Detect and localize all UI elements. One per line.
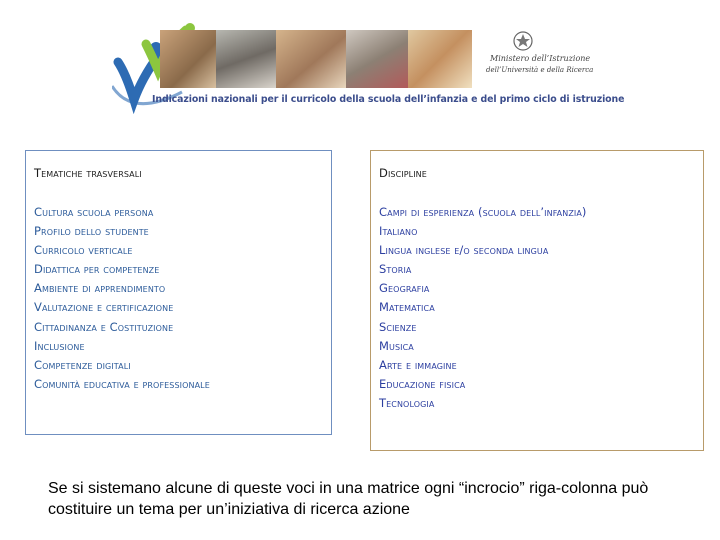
ministry-name-line2: dell’Università e della Ricerca: [486, 66, 594, 74]
list-item: Inclusione: [34, 338, 85, 353]
list-item: Tecnologia: [379, 395, 435, 410]
list-item: Competenze digitali: [34, 357, 131, 372]
list-item: Scienze: [379, 319, 417, 334]
cross-topics-heading: Tematiche trasversali: [34, 166, 142, 180]
list-item: Educazione fisica: [379, 376, 466, 391]
list-item: Cultura scuola persona: [34, 205, 154, 219]
bottom-note: Se si sistemano alcune di queste voci in una matrice ogni “incrocio” riga-colonna può costituire un tema per un’iniziativa di ricerca azione: [48, 480, 649, 518]
list-item: Arte e immagine: [379, 357, 457, 372]
list-item: Matematica: [379, 300, 435, 315]
cross-topics-box: [25, 150, 332, 435]
banner-title: Indicazioni nazionali per il curricolo della scuola dell’infanzia e del primo ciclo di istruzione: [152, 94, 625, 105]
disciplines-list: [379, 203, 587, 413]
disciplines-box: [370, 150, 704, 451]
state-emblem-icon: [512, 30, 534, 52]
list-item: Musica: [379, 338, 414, 353]
list-item: Curricolo verticale: [34, 243, 133, 258]
list-item: Ambiente di apprendimento: [34, 281, 166, 296]
list-item: Cittadinanza e Costituzione: [34, 319, 174, 334]
list-item: Italiano: [379, 224, 418, 239]
list-item: Campi di esperienza (scuola dell’infanzia): [379, 205, 587, 219]
list-item: Valutazione e certificazione: [34, 300, 174, 315]
list-item: Geografia: [379, 281, 430, 296]
classroom-photo-strip: [160, 30, 472, 88]
cross-topics-list: [34, 203, 210, 394]
disciplines-heading: Discipline: [379, 166, 427, 180]
list-item: Comunità educativa e professionale: [34, 376, 210, 391]
list-item: Lingua inglese e/o seconda lingua: [379, 243, 549, 258]
ministry-name-line1: Ministero dell’Istruzione: [490, 54, 591, 63]
list-item: Profilo dello studente: [34, 224, 149, 239]
header-banner: [0, 0, 720, 135]
list-item: Storia: [379, 262, 412, 277]
list-item: Didattica per competenze: [34, 262, 160, 277]
